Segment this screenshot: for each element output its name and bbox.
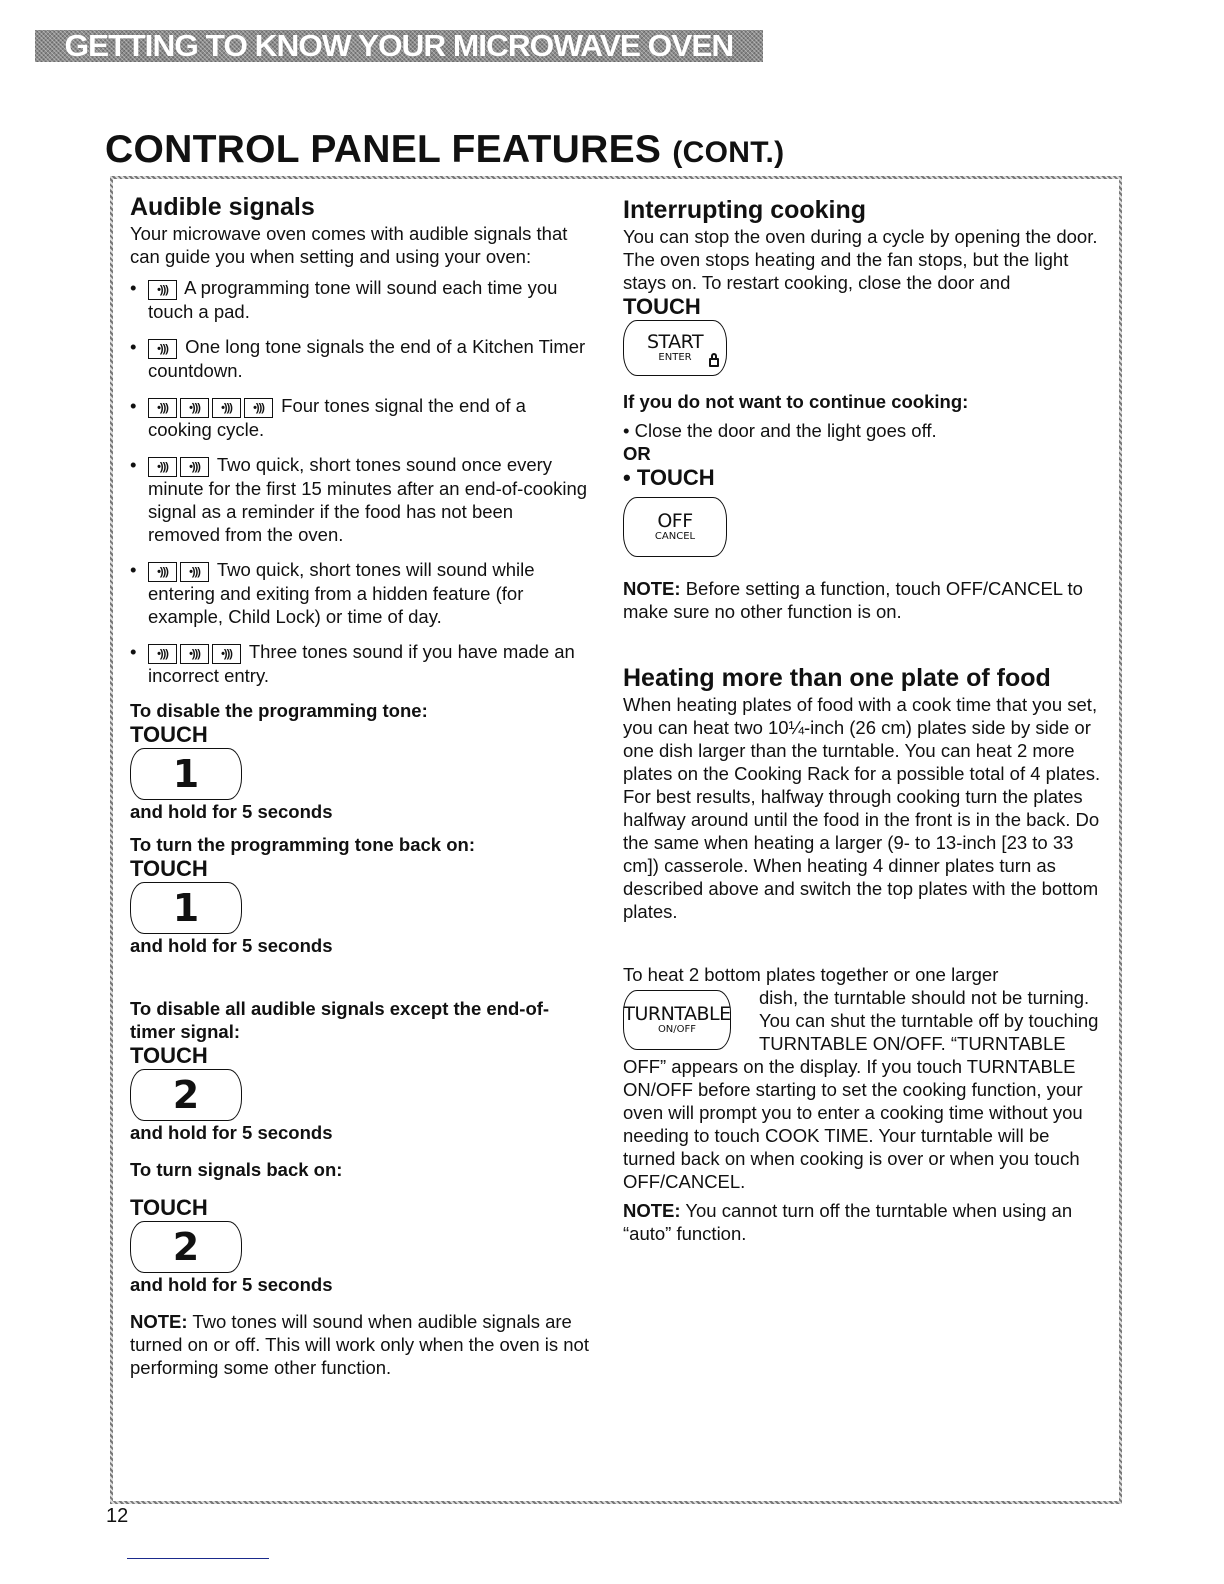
pad-label: 1	[172, 886, 200, 930]
lock-icon	[709, 358, 719, 367]
bullet: •	[130, 336, 137, 357]
turntable-block	[623, 963, 1103, 1193]
page-number: 12	[106, 1505, 129, 1527]
tone-description: Four tones signal the end of a cooking cycle.	[148, 395, 526, 440]
speaker-tone-icon: •)))	[148, 457, 177, 477]
tone-list	[130, 276, 590, 687]
speaker-tone-icon: •)))	[148, 339, 177, 359]
pad-label: 1	[172, 752, 200, 796]
touch-label: • TOUCH	[623, 465, 715, 490]
page-title-suffix: (CONT.)	[672, 136, 785, 169]
enable-all-signals-label: To turn signals back on:	[130, 1159, 343, 1180]
touch-label: TOUCH	[130, 722, 208, 747]
number-2-pad[interactable]	[130, 1069, 242, 1121]
banner-text: GETTING TO KNOW YOUR MICROWAVE OVEN	[64, 30, 734, 62]
hold-instruction: and hold for 5 seconds	[130, 1122, 333, 1143]
speaker-tone-icon: •)))	[148, 562, 177, 582]
bullet: •	[130, 395, 137, 416]
discontinue-label: If you do not want to continue cooking:	[623, 391, 969, 412]
enable-prog-tone-label: To turn the programming tone back on:	[130, 834, 475, 855]
speaker-tone-icon: •)))	[148, 398, 177, 418]
pad-main-label: OFF	[657, 510, 693, 532]
audible-signals-note	[130, 1310, 590, 1379]
number-1-pad[interactable]	[130, 882, 242, 934]
audible-signals-intro: Your microwave oven comes with audible signals that can guide you when setting and using your oven:	[130, 223, 568, 267]
left-column	[130, 192, 590, 1379]
off-cancel-pad[interactable]	[623, 497, 727, 557]
list-item	[130, 276, 590, 323]
turntable-text: dish, the turntable should not be turning. You can shut the turntable off by touching TURNTABLE ON/OFF. “TURNTABLE OFF” appears on the display. If you touch TURNTABLE ON/OFF before starting to set the cooking function, your oven will prompt you to enter a cooking time without you needing to touch COOK TIME. Your turntable will be turned back on when cooking is over or when you touch OFF/CANCEL.	[623, 987, 1099, 1192]
section-banner	[35, 30, 763, 62]
right-column	[623, 195, 1103, 1245]
page-title	[105, 128, 784, 172]
pad-label: 2	[172, 1225, 200, 1269]
touch-label: TOUCH	[623, 294, 701, 319]
pad-main-label: TURNTABLE	[623, 1003, 731, 1025]
turntable-on-off-pad[interactable]	[623, 990, 731, 1050]
pad-sub-label: ENTER	[658, 352, 692, 363]
list-item	[130, 558, 590, 628]
disable-prog-tone-label: To disable the programming tone:	[130, 700, 428, 721]
list-item	[130, 453, 590, 546]
list-item	[130, 640, 590, 687]
speaker-tone-icon: •)))	[180, 562, 209, 582]
number-1-pad[interactable]	[130, 748, 242, 800]
note-label: NOTE:	[623, 1200, 681, 1221]
tone-description: Three tones sound if you have made an incorrect entry.	[148, 641, 575, 686]
tone-description: One long tone signals the end of a Kitchen Timer countdown.	[148, 336, 586, 381]
heating-plates-heading: Heating more than one plate of food	[623, 664, 1051, 692]
list-item	[130, 335, 590, 382]
heating-plates-body: When heating plates of food with a cook time that you set, you can heat two 10¼-inch (26 cm) plates side by side or one dish larger than the turntable. You can heat 2 more plates on the Cooking Rack for a possible total of 4 plates. For best results, halfway through cooking turn the plates halfway around until the food in the front is in the back. Do the same when heating a larger (9- to 13-inch [23 to 33 cm]) casserole. When heating 4 dinner plates turn as described above and switch the top plates with the bottom plates.	[623, 694, 1101, 922]
note-text: You cannot turn off the turntable when using an “auto” function.	[623, 1200, 1073, 1244]
speaker-tone-icon: •)))	[180, 398, 209, 418]
pad-label: 2	[172, 1073, 200, 1117]
interrupting-cooking-body: You can stop the oven during a cycle by opening the door. The oven stops heating and the fan stops, but the light stays on. To restart cooking, close the door and	[623, 226, 1098, 293]
note-text: Before setting a function, touch OFF/CANCEL to make sure no other function is on.	[623, 578, 1083, 622]
number-2-pad[interactable]	[130, 1221, 242, 1273]
turntable-intro: To heat 2 bottom plates together or one larger	[623, 964, 999, 985]
speaker-tone-icon: •)))	[148, 280, 177, 300]
bullet: •	[130, 277, 137, 298]
start-enter-pad[interactable]	[623, 320, 727, 376]
tone-description: A programming tone will sound each time you touch a pad.	[148, 277, 558, 322]
pad-main-label: START	[646, 331, 704, 353]
hold-instruction: and hold for 5 seconds	[130, 801, 333, 822]
tone-description: Two quick, short tones sound once every minute for the first 15 minutes after an end-of-cooking signal as a reminder if the food has not been removed from the oven.	[148, 454, 588, 545]
disable-all-signals-label: To disable all audible signals except the end-of-timer signal:	[130, 998, 550, 1042]
page-title-main: CONTROL PANEL FEATURES	[105, 128, 662, 171]
interrupting-cooking-heading: Interrupting cooking	[623, 196, 867, 224]
list-item	[130, 394, 590, 441]
footer-divider	[127, 1558, 269, 1559]
hold-instruction: and hold for 5 seconds	[130, 935, 333, 956]
audible-signals-heading: Audible signals	[130, 193, 315, 221]
touch-label: TOUCH	[130, 1043, 208, 1068]
touch-label: TOUCH	[130, 856, 208, 881]
speaker-tone-icon: •)))	[212, 644, 241, 664]
note-label: NOTE:	[623, 578, 681, 599]
speaker-tone-icon: •)))	[180, 644, 209, 664]
speaker-tone-icon: •)))	[148, 644, 177, 664]
hold-instruction: and hold for 5 seconds	[130, 1274, 333, 1295]
speaker-tone-icon: •)))	[244, 398, 273, 418]
note-label: NOTE:	[130, 1311, 188, 1332]
speaker-tone-icon: •)))	[180, 457, 209, 477]
or-label: OR	[623, 443, 651, 464]
interrupting-note	[623, 577, 1103, 623]
bullet: •	[130, 454, 137, 475]
speaker-tone-icon: •)))	[212, 398, 241, 418]
bullet: •	[130, 559, 137, 580]
close-door-instruction: • Close the door and the light goes off.	[623, 420, 937, 441]
pad-sub-label: ON/OFF	[657, 1024, 697, 1035]
touch-label: TOUCH	[130, 1195, 208, 1220]
pad-sub-label: CANCEL	[654, 531, 696, 542]
note-text: Two tones will sound when audible signals are turned on or off. This will work only when the oven is not performing some other function.	[130, 1311, 589, 1378]
turntable-note	[623, 1199, 1103, 1245]
bullet: •	[130, 641, 137, 662]
tone-description: Two quick, short tones will sound while entering and exiting from a hidden feature (for example, Child Lock) or time of day.	[148, 559, 535, 627]
